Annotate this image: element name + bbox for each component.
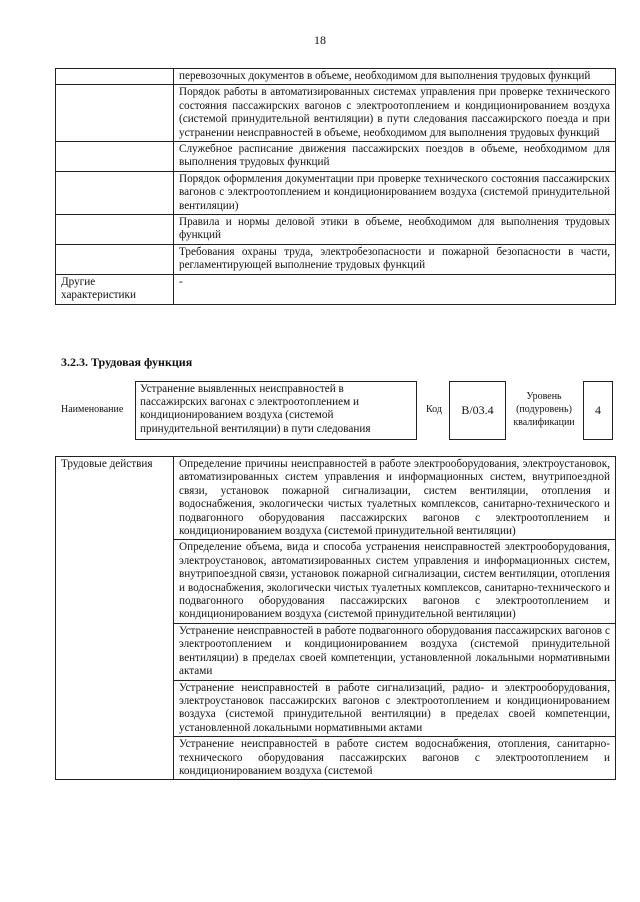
- knowledge-table: [55, 68, 616, 305]
- action-item: Устранение неисправностей в работе подвагонного оборудования пассажирских вагонов с электроотоплением и кондиционированием воздуха (системой принудительной вентиляции) в пределах своей компетенции, установленной локальными нормативными актами: [174, 623, 616, 680]
- row-text: Требования охраны труда, электробезопасности и пожарной безопасности в части, регламентирующей выполнение трудовых функций: [174, 244, 616, 274]
- row-label: [56, 215, 174, 245]
- action-item: Устранение неисправностей в работе систем водоснабжения, отопления, санитарно-технического оборудования пассажирских вагонов с электроотоплением и кондиционированием воздуха (системой: [174, 737, 616, 780]
- row-label: [56, 244, 174, 274]
- code-value: В/03.4: [449, 381, 506, 440]
- action-item: Определение причины неисправностей в работе электрооборудования, электроустановок, автоматизированных систем управления и информационных систем, внутрипоездной связи, установок пожарной сигнализации, систем вентиляции, отопления и водоснабжения, экологически чистых туалетных комплексов, санитарно-технического и подвагонного оборудования пассажирских вагонов с электроотоплением и кондиционированием воздуха (системой принудительной вентиляции): [174, 457, 616, 540]
- table-row: [56, 69, 616, 85]
- action-item: Определение объема, вида и способа устранения неисправностей электрооборудования, электроустановок, автоматизированных систем управления и информационных систем, внутрипоездной связи, установок пожарной сигнализации, систем вентиляции, отопления и водоснабжения, экологически чистых туалетных комплексов, санитарно-технического и подвагонного оборудования пассажирских вагонов с электроотоплением и кондиционированием воздуха (системой принудительной вентиляции): [174, 540, 616, 623]
- row-text: Правила и нормы деловой этики в объеме, необходимом для выполнения трудовых функций: [174, 215, 616, 245]
- table-row: [56, 142, 616, 172]
- table-row: [56, 457, 616, 540]
- table-row: [56, 244, 616, 274]
- table-row: [56, 171, 616, 214]
- other-characteristics-label: Другие характеристики: [56, 274, 174, 304]
- level-label: Уровень (подуровень) квалификации: [513, 391, 575, 428]
- table-row: [56, 215, 616, 245]
- row-text: Порядок работы в автоматизированных системах управления при проверке технического состояния пассажирских вагонов с электроотоплением и кондиционированием воздуха (системой принудительной вентиляции) в пути следования пассажирского поезда и при устранении неисправностей в объеме, необходимом для выполнения трудовых функций: [174, 85, 616, 142]
- actions-table: [55, 456, 616, 780]
- other-characteristics-value: -: [174, 274, 616, 304]
- action-item: Устранение неисправностей в работе сигнализаций, радио- и электрооборудования, электроустановок пассажирских вагонов с электроотоплением и кондиционированием воздуха (системой принудительной вентиляции) в пределах своей компетенции, установленной локальными нормативными актами: [174, 680, 616, 737]
- row-label: [56, 85, 174, 142]
- row-text: перевозочных документов в объеме, необходимом для выполнения трудовых функций: [174, 69, 616, 85]
- level-value: 4: [583, 381, 613, 440]
- row-text: Служебное расписание движения пассажирских поездов в объеме, необходимом для выполнения трудовых функций: [174, 142, 616, 172]
- name-label: Наименование: [61, 404, 124, 415]
- code-label: Код: [426, 404, 442, 415]
- row-label: [56, 171, 174, 214]
- table-row: [56, 274, 616, 304]
- table-row: [56, 85, 616, 142]
- row-label: [56, 142, 174, 172]
- page-number: 18: [314, 33, 326, 47]
- section-heading: 3.2.3. Трудовая функция: [61, 355, 193, 369]
- row-label: [56, 69, 174, 85]
- row-text: Порядок оформления документации при проверке технического состояния пассажирских вагонов с электроотоплением и кондиционированием воздуха (системой принудительной вентиляции): [174, 171, 616, 214]
- function-name-box: Устранение выявленных неисправностей в пассажирских вагонах с электроотоплением и кондиционированием воздуха (системой принудительной вентиляции) в пути следования: [135, 381, 417, 440]
- actions-label: Трудовые действия: [56, 457, 174, 780]
